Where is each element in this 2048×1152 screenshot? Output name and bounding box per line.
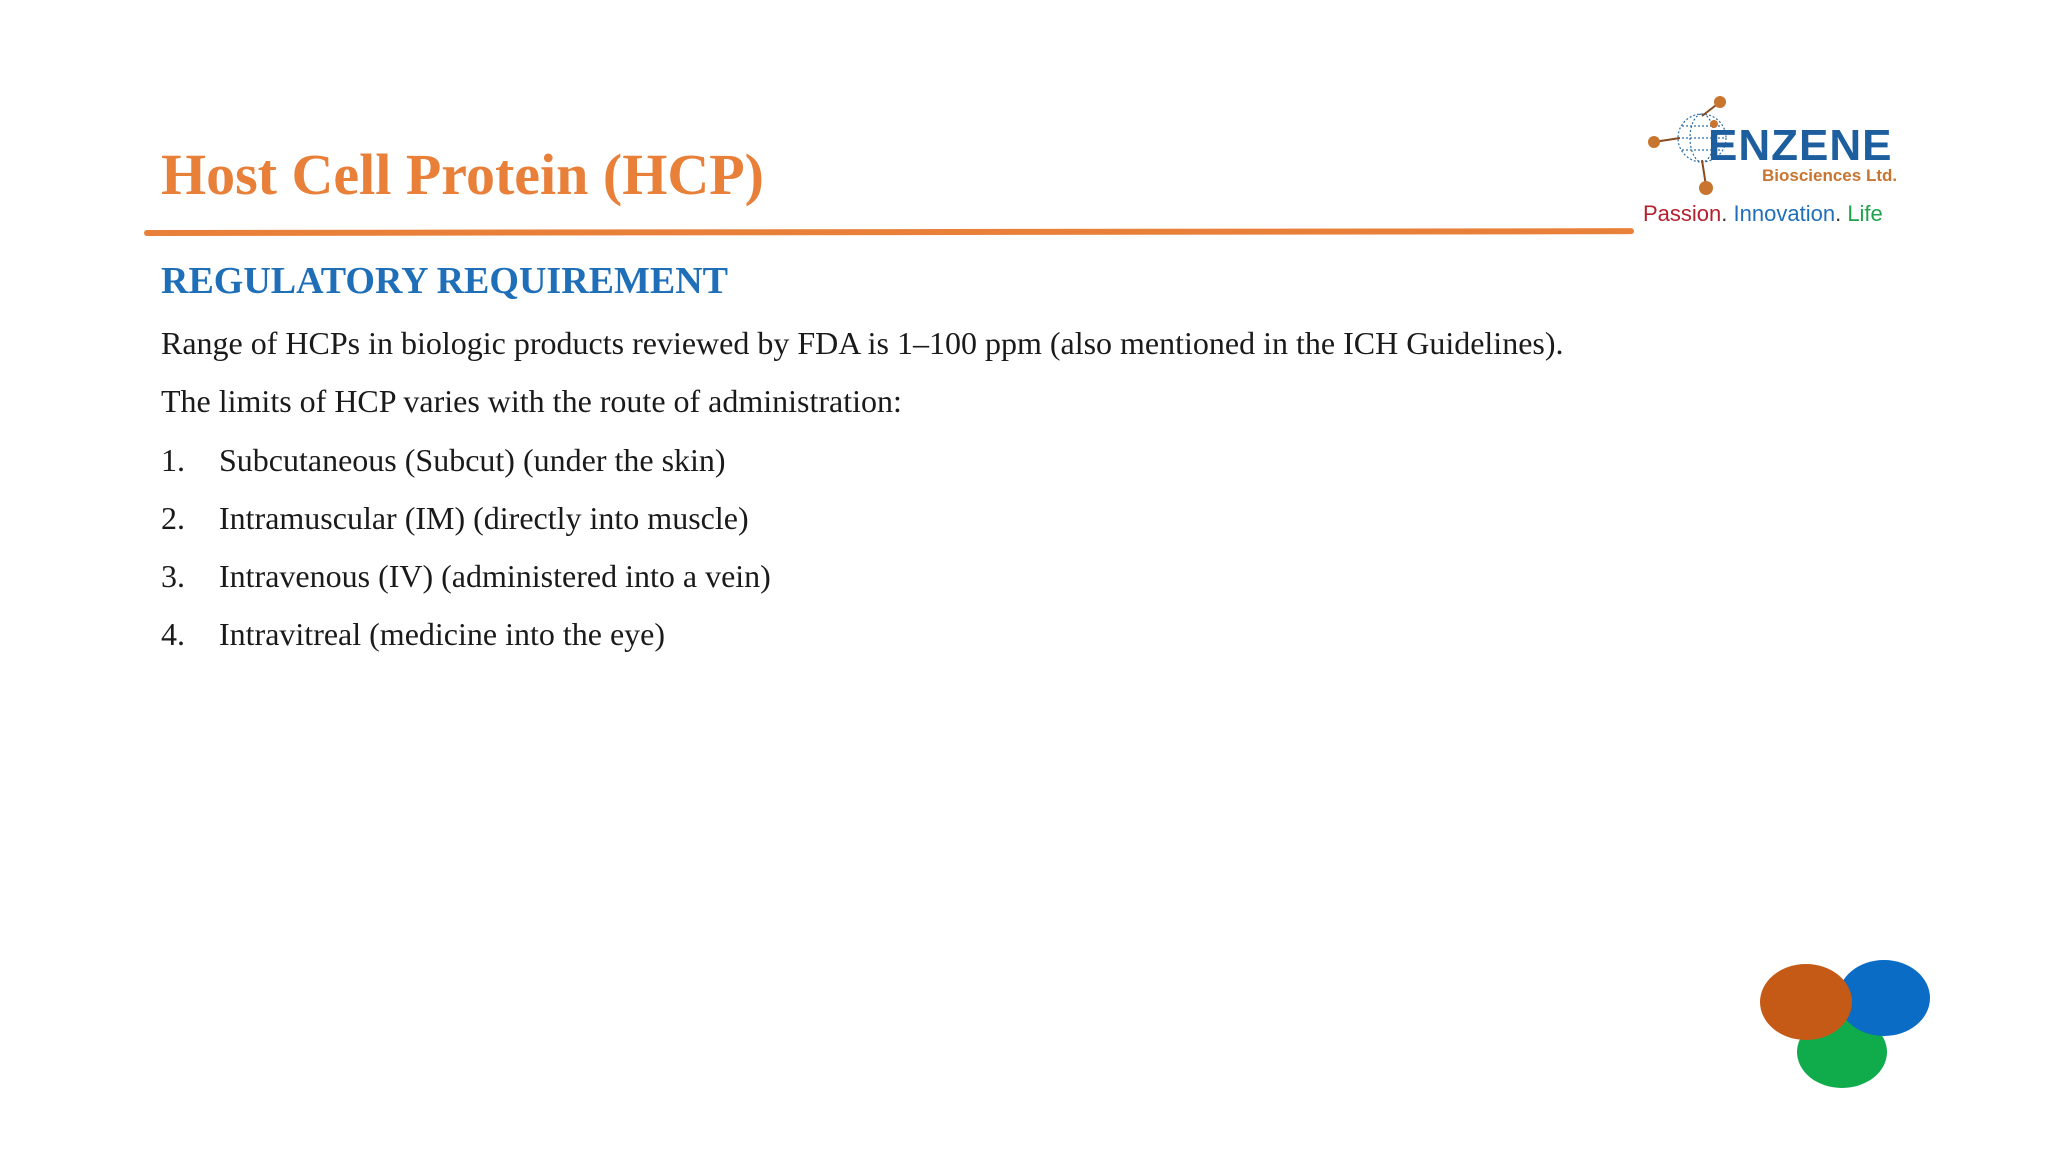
hcp-range-paragraph: Range of HCPs in biologic products reviewed by FDA is 1–100 ppm (also mentioned in the ICH Guidelines). [161, 325, 1564, 361]
logo-name: ENZENE [1708, 121, 1893, 170]
slide-title: Host Cell Protein (HCP) [161, 142, 764, 207]
decorative-circles [1750, 950, 1940, 1090]
section-heading: REGULATORY REQUIREMENT [161, 260, 728, 302]
tagline-life: Life [1847, 201, 1883, 226]
list-text: Intravitreal (medicine into the eye) [219, 616, 666, 652]
list-item [161, 502, 771, 560]
administration-routes-list [161, 444, 771, 676]
title-underline [144, 228, 1634, 236]
tagline-dot: . [1721, 201, 1728, 226]
list-item [161, 560, 771, 618]
logo-tagline [1643, 203, 1883, 225]
list-number: 1. [161, 442, 185, 478]
list-number: 2. [161, 500, 185, 536]
list-item [161, 618, 771, 676]
tagline-passion: Passion [1643, 201, 1722, 226]
list-text: Intramuscular (IM) (directly into muscle) [219, 500, 749, 536]
tagline-innovation: Innovation [1733, 201, 1836, 226]
list-number: 3. [161, 558, 185, 594]
logo-subtitle: Biosciences Ltd. [1762, 166, 1898, 185]
orange-circle [1760, 964, 1852, 1040]
list-text: Intravenous (IV) (administered into a vein) [219, 558, 771, 594]
list-text: Subcutaneous (Subcut) (under the skin) [219, 442, 726, 478]
list-number: 4. [161, 616, 185, 652]
list-item [161, 444, 771, 502]
tagline-dot: . [1835, 201, 1842, 226]
hcp-limits-paragraph: The limits of HCP varies with the route of administration: [161, 383, 902, 419]
blue-circle [1838, 960, 1930, 1036]
